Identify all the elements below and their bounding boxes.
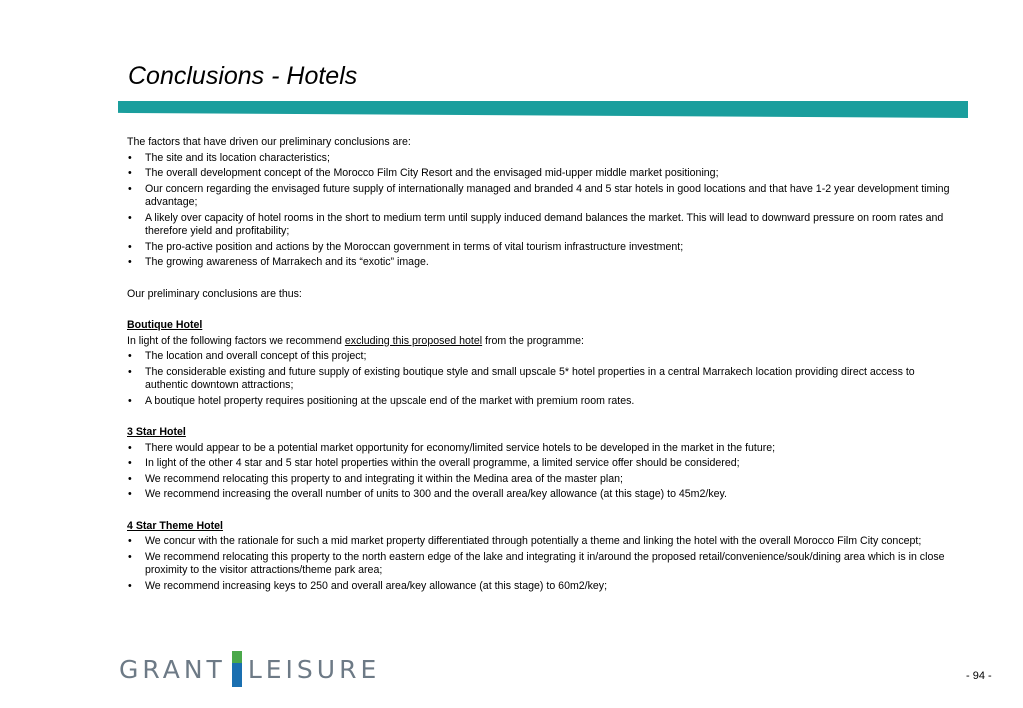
page-title: Conclusions - Hotels xyxy=(128,62,358,90)
list-item: • We recommend relocating this property to and integrating it within the Medina area of the master plan; xyxy=(127,473,955,487)
logo-text-right: LEISURE xyxy=(247,654,381,684)
logo-text-left: GRANT xyxy=(119,654,226,684)
conclusions-lead: Our preliminary conclusions are thus: xyxy=(127,287,302,300)
list-item: • There would appear to be a potential market opportunity for economy/limited service hotels to be developed in the market in the future; xyxy=(127,442,955,456)
three-star-hotel-heading: 3 Star Hotel xyxy=(127,426,186,438)
list-item: • The site and its location characteristics; xyxy=(127,152,955,166)
list-item: • The pro-active position and actions by the Moroccan government in terms of vital tourism infrastructure investment; xyxy=(127,241,955,255)
list-item: • The considerable existing and future supply of existing boutique style and small upscale 5* hotel properties in a central Marrakech location providing direct access to authentic downtown attractions; xyxy=(127,366,955,393)
list-item: • The growing awareness of Marrakech and its “exotic” image. xyxy=(127,256,955,270)
page-number: - 94 - xyxy=(966,670,992,682)
list-item: • We recommend relocating this property to the north eastern edge of the lake and integrating it in/around the proposed retail/convenience/souk/dining area which is in close proximity to the visitor attractions/theme park area; xyxy=(127,551,955,578)
list-item: • A likely over capacity of hotel rooms in the short to medium term until supply induced demand balances the market. This will lead to downward pressure on room rates and therefore yield and profitability; xyxy=(127,212,955,239)
boutique-list xyxy=(127,350,955,408)
intro-lead: The factors that have driven our preliminary conclusions are: xyxy=(127,136,411,148)
three-star-list xyxy=(127,442,955,502)
list-item: • The overall development concept of the Morocco Film City Resort and the envisaged mid-upper middle market positioning; xyxy=(127,167,955,181)
list-item: • Our concern regarding the envisaged future supply of internationally managed and branded 4 and 5 star hotels in good locations and that have 1-2 year development timing advantage; xyxy=(127,183,955,210)
title-underline-bar xyxy=(118,101,968,118)
grant-leisure-logo xyxy=(119,650,380,688)
list-item: • We recommend increasing the overall number of units to 300 and the overall area/key allowance (at this stage) to 45m2/key. xyxy=(127,488,955,502)
four-star-theme-hotel-heading: 4 Star Theme Hotel xyxy=(127,519,223,532)
intro-factors-list xyxy=(127,152,955,270)
list-item: • In light of the other 4 star and 5 star hotel properties within the overall programme, a limited service offer should be considered; xyxy=(127,457,955,471)
list-item: • A boutique hotel property requires positioning at the upscale end of the market with premium room rates. xyxy=(127,395,955,409)
logo-mark-icon xyxy=(232,651,242,687)
document-body xyxy=(127,136,955,595)
list-item: • The location and overall concept of this project; xyxy=(127,350,955,364)
list-item: • We concur with the rationale for such a mid market property differentiated through potentially a theme and linking the hotel with the overall Morocco Film City concept; xyxy=(127,535,955,549)
boutique-intro: In light of the following factors we recommend excluding this proposed hotel from the programme: xyxy=(127,334,584,347)
boutique-recommendation: excluding this proposed hotel xyxy=(344,334,483,347)
boutique-hotel-heading: Boutique Hotel xyxy=(127,319,203,331)
list-item: • We recommend increasing keys to 250 and overall area/key allowance (at this stage) to 60m2/key; xyxy=(127,580,955,594)
four-star-list xyxy=(127,535,955,593)
